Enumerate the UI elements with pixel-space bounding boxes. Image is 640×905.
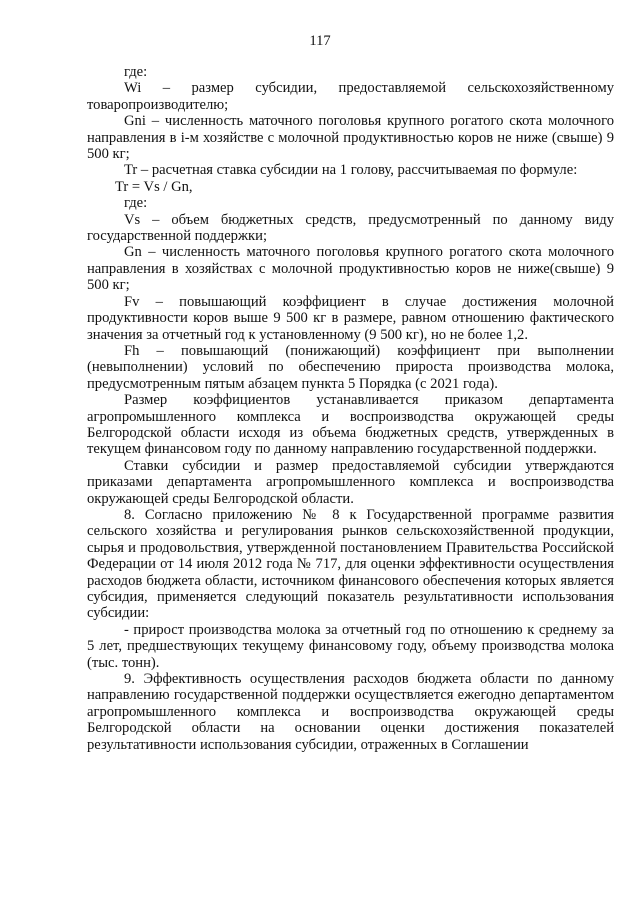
gn-definition: Gn – численность маточного поголовья крупного рогатого скота молочного направления в хозяйствах с молочной продуктивностью коров не ниже(свыше) 9 500 кг; [87,244,614,294]
tr-formula: Tr = Vs / Gn, [115,178,193,195]
tr-definition: Tr – расчетная ставка субсидии на 1 голову, рассчитываемая по формуле: [124,162,578,179]
indicator-bullet: - прирост производства молока за отчетный год по отношению к среднему за 5 лет, предшествующих текущему финансовому году, объему производства молока (тыс. тонн). [87,621,614,671]
rates-paragraph: Ставки субсидии и размер предоставляемой субсидии утверждаются приказами департамента агропромышленного комплекса и воспроизводства окружающей среды Белгородской области. [87,457,614,507]
where-label-2: где: [124,195,148,212]
gni-definition: Gni – численность маточного поголовья крупного рогатого скота молочного направления в i-м хозяйстве с молочной продуктивностью коров не ниже (свыше) 9 500 кг; [87,113,614,163]
fv-definition: Fv – повышающий коэффициент в случае достижения молочной продуктивности коров выше 9 500 кг в размере, равном отношению фактического значения за отчетный год к установленному (9 500 кг), но не более 1,2. [87,293,614,343]
section-9-paragraph: 9. Эффективность осуществления расходов бюджета области по данному направлению государственной поддержки осуществляется ежегодно департаментом агропромышленного комплекса и воспроизводства окружающей среды Белгородской области на основании оценки достижения показателей результативности использования субсидии, отраженных в Соглашении [87,671,614,753]
document-body [87,64,614,753]
page-number: 117 [309,33,331,49]
section-8-paragraph: 8. Согласно приложению № 8 к Государственной программе развития сельского хозяйства и регулирования рынков сельскохозяйственной продукции, сырья и продовольствия, утвержденной постановлением Правительства Российской Федерации от 14 июля 2012 года № 717, для оценки эффективности осуществления расходов бюджета области, источником финансового обеспечения которых является субсидия, применяется следующий показатель результативности использования субсидии: [87,506,614,622]
fh-definition: Fh – повышающий (понижающий) коэффициент при выполнении (невыполнении) условий по обеспечению прироста производства молока, предусмотренным пятым абзацем пункта 5 Порядка (с 2021 года). [87,342,614,392]
coefficients-paragraph: Размер коэффициентов устанавливается приказом департамента агропромышленного комплекса и воспроизводства окружающей среды Белгородской области исходя из объема бюджетных средств, утвержденных в текущем финансовом году по данному направлению государственной поддержки. [87,392,614,458]
wi-definition: Wi – размер субсидии, предоставляемой сельскохозяйственному товаропроизводителю; [87,80,614,113]
where-label-1: где: [124,64,148,80]
vs-definition: Vs – объем бюджетных средств, предусмотренный по данному виду государственной поддержки; [87,211,614,245]
